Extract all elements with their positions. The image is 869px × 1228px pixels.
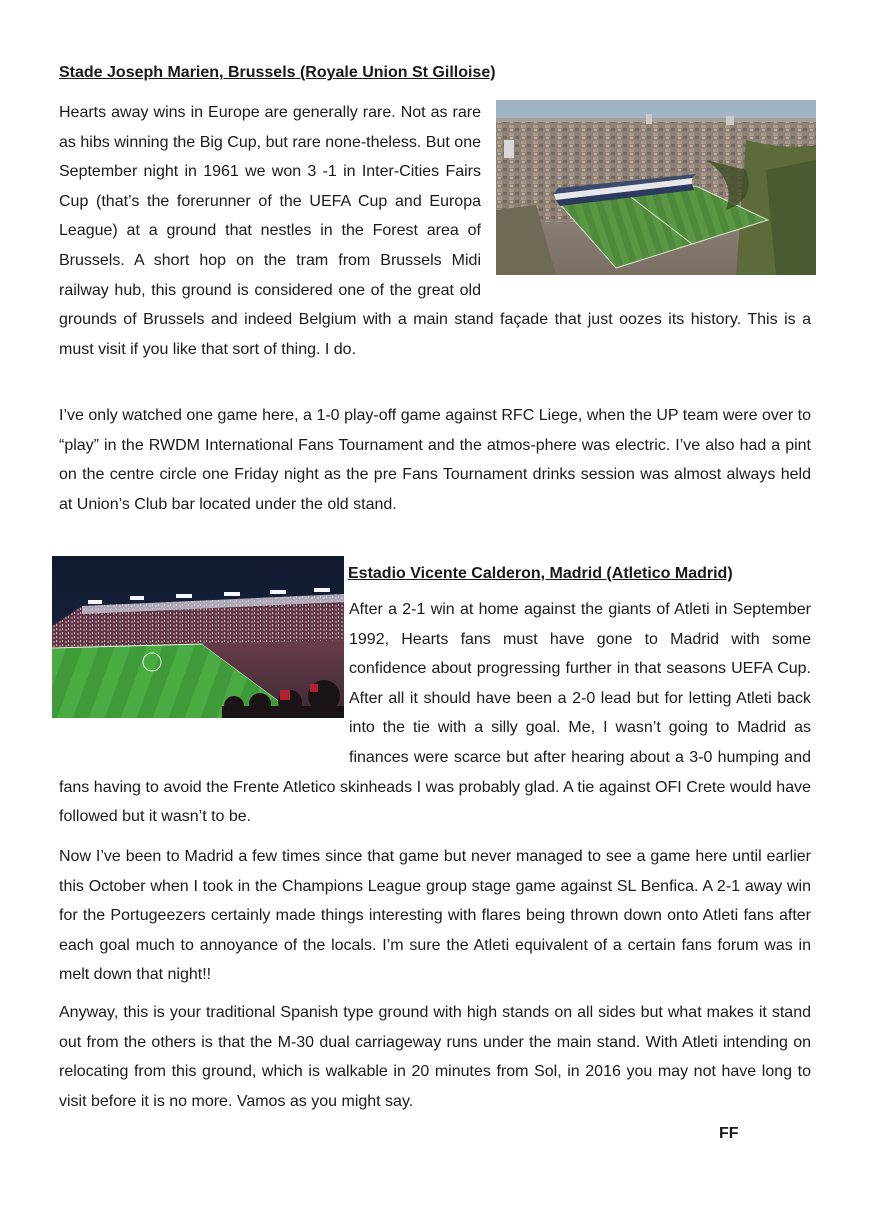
brussels-paragraph-1-text: Hearts away wins in Europe are generally rare. Not as rare as hibs winning the Big Cup, but rare none-theless. But one September night in 1961 we won 3 -1 in Inter-Cities Fairs Cup (that’s the forerunner of the UEFA Cup and Europa League) at a ground that nestles in the Forest area of Brussels. A short hop on the tram from Brussels Midi railway hub, this ground is considered one of the great old grounds of Brussels and indeed Belgium with a main stand façade that just oozes its history. This is a must visit if you like that sort of thing. I do.: [59, 104, 811, 358]
photo-wrap-spacer: [59, 595, 349, 743]
photo-wrap-spacer: [481, 98, 811, 286]
brussels-paragraph-1: [59, 98, 811, 364]
section-heading-madrid: Estadio Vicente Calderon, Madrid (Atletico Madrid): [348, 565, 733, 582]
author-signature: FF: [719, 1125, 739, 1142]
madrid-paragraph-1-text: After a 2-1 win at home against the giants of Atleti in September 1992, Hearts fans must have gone to Madrid with some confidence about progressing further in that seasons UEFA Cup. After all it should have been a 2-0 lead but for letting Atleti back into the tie with a silly goal. Me, I wasn’t going to Madrid as finances were scarce but after hearing about a 3-0 humping and fans having to avoid the Frente Atletico skinheads I was probably glad. A tie against OFI Crete would have followed but it wasn’t to be.: [59, 601, 811, 826]
madrid-paragraph-1: [59, 595, 811, 832]
brussels-paragraph-2: I’ve only watched one game here, a 1-0 play-off game against RFC Liege, when the UP team were over to “play” in the RWDM International Fans Tournament and the atmos-phere was electric. I’ve also had a pint on the centre circle one Friday night as the pre Fans Tournament drinks session was almost always held at Union’s Club bar located under the old stand.: [59, 407, 811, 513]
madrid-paragraph-2: Now I’ve been to Madrid a few times since that game but never managed to see a game here until earlier this October when I took in the Champions League group stage game against SL Benfica. A 2-1 away win for the Portugeezers certainly made things interesting with flares being thrown down onto Atleti fans after each goal much to annoyance of the locals. I’m sure the Atleti equivalent of a certain fans forum was in melt down that night!!: [59, 848, 811, 984]
madrid-paragraph-3: Anyway, this is your traditional Spanish type ground with high stands on all sides but what makes it stand out from the others is that the M-30 dual carriageway runs under the main stand. With Atleti intending on relocating from this ground, which is walkable in 20 minutes from Sol, in 2016 you may not have long to visit before it is no more. Vamos as you might say.: [59, 1004, 811, 1110]
section-heading-brussels: Stade Joseph Marien, Brussels (Royale Union St Gilloise): [59, 64, 496, 81]
